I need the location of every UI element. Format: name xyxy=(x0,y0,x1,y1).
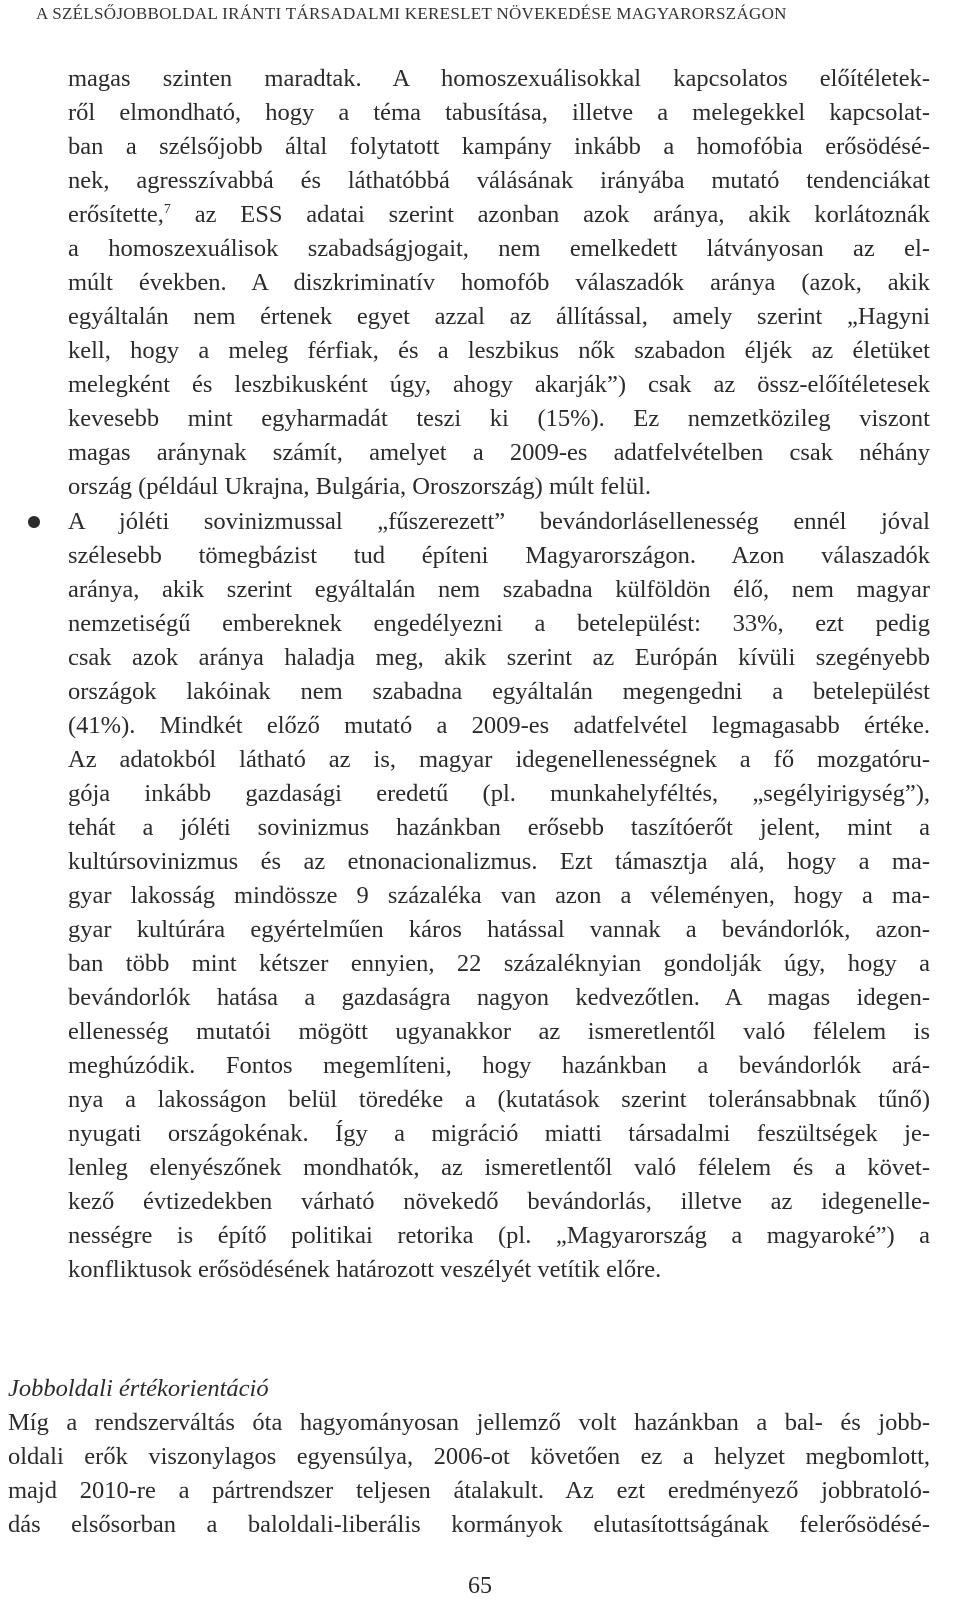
body-line: egyáltalán nem értenek egyet azzal az állítással, amely szerint „Hagyni xyxy=(68,303,930,330)
body-line: kevesebb mint egyharmadát teszi ki (15%). Ez nemzetközileg viszont xyxy=(68,405,930,432)
body-line: csak azok aránya haladja meg, akik szerint az Európán kívüli szegényebb xyxy=(68,644,930,671)
page-number: 65 xyxy=(468,1573,492,1599)
body-line: gyar lakosság mindössze 9 százaléka van azon a véleményen, hogy a ma- xyxy=(68,882,930,909)
body-line: bevándorlók hatása a gazdaságra nagyon kedvezőtlen. A magas idegen- xyxy=(68,984,930,1011)
body-line: melegként és leszbikusként úgy, ahogy akarják”) csak az össz-előítéletesek xyxy=(68,371,930,398)
body-line: nemzetiségű embereknek engedélyezni a betelepülést: 33%, ezt pedig xyxy=(68,610,930,637)
body-line: Míg a rendszerváltás óta hagyományosan jellemző volt hazánkban a bal- és jobb- xyxy=(8,1409,930,1436)
bullet-icon xyxy=(28,516,40,528)
body-line: nek, agresszívabbá és láthatóbbá válásának irányába mutató tendenciákat xyxy=(68,167,930,194)
body-line: lenleg elenyészőnek mondhatók, az ismeretlentől való félelem és a követ- xyxy=(68,1154,930,1181)
body-line: (41%). Mindkét előző mutató a 2009-es adatfelvétel legmagasabb értéke. xyxy=(68,712,930,739)
footnote-marker[interactable]: 7 xyxy=(163,202,171,217)
body-line: ban a szélsőjobb által folytatott kampány inkább a homofóbia erősödésé- xyxy=(68,133,930,160)
body-line: szélesebb tömegbázist tud építeni Magyarországon. Azon válaszadók xyxy=(68,542,930,569)
body-line: ban több mint kétszer ennyien, 22 százaléknyian gondolják úgy, hogy a xyxy=(68,950,930,977)
body-line: aránya, akik szerint egyáltalán nem szabadna külföldön élő, nem magyar xyxy=(68,576,930,603)
body-line: múlt években. A diszkriminatív homofób válaszadók aránya (azok, akik xyxy=(68,269,930,296)
body-line: nyugati országokénak. Így a migráció miatti társadalmi feszültségek je- xyxy=(68,1120,930,1147)
body-line: oldali erők viszonylagos egyensúlya, 2006-ot követően ez a helyzet megbomlott, xyxy=(8,1443,930,1470)
body-line: kező évtizedekben várható növekedő bevándorlás, illetve az idegenelle- xyxy=(68,1188,930,1215)
body-line: gyar kultúrára egyértelműen káros hatással vannak a bevándorlók, azon- xyxy=(68,916,930,943)
body-line: Az adatokból látható az is, magyar idegenellenességnek a fő mozgatóru- xyxy=(68,746,930,773)
body-line: ország (például Ukrajna, Bulgária, Oroszország) múlt felül. xyxy=(68,473,652,500)
section-heading: Jobboldali értékorientáció xyxy=(8,1375,269,1402)
body-line: kell, hogy a meleg férfiak, és a leszbikus nők szabadon éljék az életüket xyxy=(68,337,930,364)
body-line: ről elmondható, hogy a téma tabusítása, illetve a melegekkel kapcsolat- xyxy=(68,99,930,126)
body-text: az ESS adatai szerint azonban azok aránya, akik korlátoznák xyxy=(170,201,930,228)
body-line: nességre is építő politikai retorika (pl. „Magyarország a magyaroké”) a xyxy=(68,1222,930,1249)
body-line: gója inkább gazdasági eredetű (pl. munkahelyféltés, „segélyirigység”), xyxy=(68,780,930,807)
body-line: tehát a jóléti sovinizmus hazánkban erősebb taszítóerőt jelent, mint a xyxy=(68,814,930,841)
body-line: konfliktusok erősödésének határozott veszélyét vetítik előre. xyxy=(68,1256,662,1283)
body-line: nya a lakosságon belül töredéke a (kutatások szerint toleránsabbnak tűnő) xyxy=(68,1086,930,1113)
body-line: dás elsősorban a baloldali-liberális kormányok elutasítottságának felerősödésé- xyxy=(8,1511,930,1538)
body-line: országok lakóinak nem szabadna egyáltalán megengedni a betelepülést xyxy=(68,678,930,705)
body-line: majd 2010-re a pártrendszer teljesen átalakult. Az ezt eredményező jobbratoló- xyxy=(8,1477,930,1504)
body-line: A jóléti sovinizmussal „fűszerezett” bevándorlásellenesség ennél jóval xyxy=(68,508,930,535)
body-line: a homoszexuálisok szabadságjogait, nem emelkedett látványosan az el- xyxy=(68,235,930,262)
body-line: kultúrsovinizmus és az etnonacionalizmus. Ezt támasztja alá, hogy a ma- xyxy=(68,848,930,875)
body-line: meghúzódik. Fontos megemlíteni, hogy hazánkban a bevándorlók ará- xyxy=(68,1052,930,1079)
body-line: magas aránynak számít, amelyet a 2009-es adatfelvételben csak néhány xyxy=(68,439,930,466)
body-line: magas szinten maradtak. A homoszexuálisokkal kapcsolatos előítéletek- xyxy=(68,65,930,92)
body-text: erősítette, xyxy=(68,201,164,228)
body-line xyxy=(68,198,930,232)
running-head: A SZÉLSŐJOBBOLDAL IRÁNTI TÁRSADALMI KERESLET NÖVEKEDÉSE MAGYARORSZÁGON xyxy=(36,4,787,23)
body-line: ellenesség mutatói mögött ugyanakkor az ismeretlentől való félelem is xyxy=(68,1018,930,1045)
